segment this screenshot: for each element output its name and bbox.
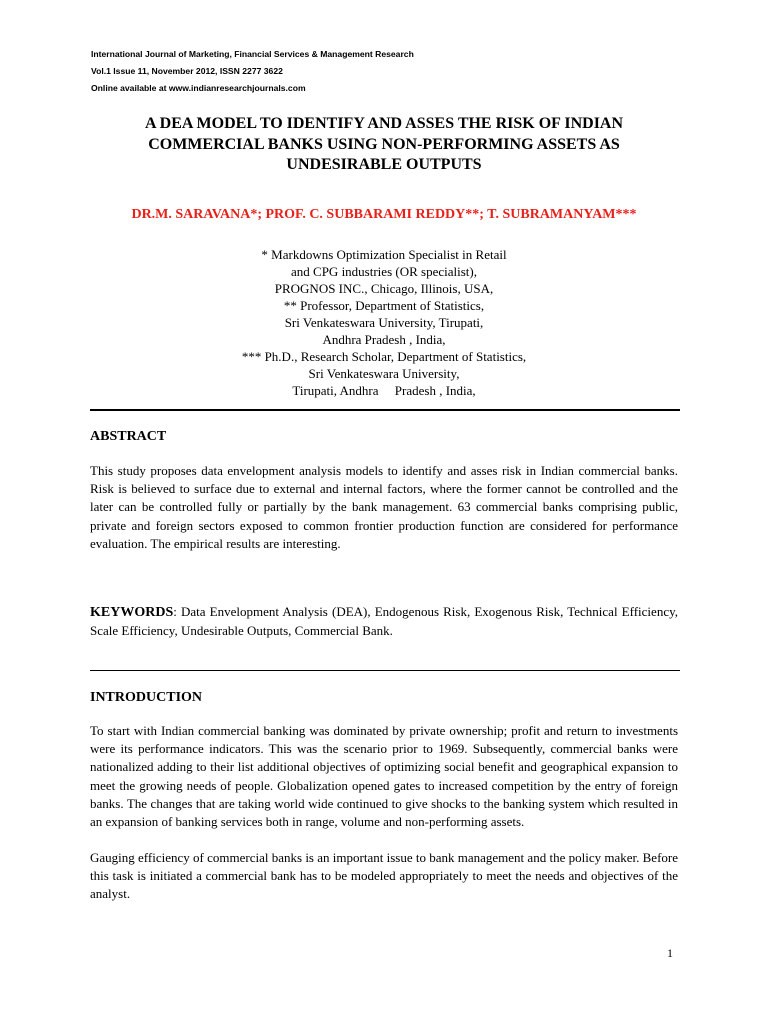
affiliation-line: *** Ph.D., Research Scholar, Department of Statistics, <box>241 349 527 364</box>
affiliation-line: and CPG industries (OR specialist), <box>291 264 477 279</box>
abstract-text: This study proposes data envelopment analysis models to identify and asses risk in Indian commercial banks. Risk is believed to surface due to external and internal factors, where the former cannot be controlled and the later can be controlled fully or partially by the bank management. 63 commercial banks comprising public, private and foreign sectors exposed to common frontier production function are considered for performance evaluation. The empirical results are interesting. <box>90 463 678 551</box>
keywords-paragraph <box>90 603 678 640</box>
section-divider-thin <box>90 670 680 671</box>
introduction-paragraph-2: Gauging efficiency of commercial banks is an important issue to bank management and the policy maker. Before this task is initiated a commercial bank has to be modeled appropriately to meet the needs and objectives of the analyst. <box>90 850 678 902</box>
affiliation-line: Sri Venkateswara University, <box>308 366 460 381</box>
introduction-paragraph-1: To start with Indian commercial banking was dominated by private ownership; profit and return to investments were its performance indicators. This was the scenario prior to 1969. Subsequently, commercial banks were nationalized adding to their list additional objectives of optimizing social benefit and geographical expansion to meet the growing needs of people. Globalization opened gates to increased competition by the entry of foreign banks. The changes that are taking world wide continued to give shocks to the banking system which resulted in an expansion of banking services both in range, volume and non-performing assets. <box>90 723 678 830</box>
affiliation-line: PROGNOS INC., Chicago, Illinois, USA, <box>274 281 494 296</box>
affiliation-line: Tirupati, Andhra Pradesh , India, <box>292 383 476 398</box>
affiliation-line: * Markdowns Optimization Specialist in Retail <box>261 247 507 262</box>
journal-header <box>91 46 414 97</box>
abstract-heading: ABSTRACT <box>90 429 167 444</box>
title-line: A DEA MODEL TO IDENTIFY AND ASSES THE RISK OF INDIAN <box>144 115 624 132</box>
affiliation-line: Andhra Pradesh , India, <box>322 332 446 347</box>
section-divider-thick <box>90 409 680 411</box>
affiliation-line: ** Professor, Department of Statistics, <box>283 298 485 313</box>
page-number: 1 <box>667 946 673 960</box>
introduction-heading: INTRODUCTION <box>90 690 203 705</box>
journal-volume: Vol.1 Issue 11, November 2012, ISSN 2277 3622 <box>91 66 283 76</box>
journal-online: Online available at www.indianresearchjournals.com <box>91 83 306 93</box>
title-line: COMMERCIAL BANKS USING NON-PERFORMING ASSETS AS <box>148 135 620 153</box>
keywords-label: KEYWORDS <box>90 605 174 620</box>
affiliation-line: Sri Venkateswara University, Tirupati, <box>284 315 484 330</box>
author-list: DR.M. SARAVANA*; PROF. C. SUBBARAMI REDDY**; T. SUBRAMANYAM*** <box>131 207 637 222</box>
journal-name: International Journal of Marketing, Financial Services & Management Research <box>91 49 414 59</box>
affiliations <box>90 246 678 399</box>
keywords-text: : Data Envelopment Analysis (DEA), Endogenous Risk, Exogenous Risk, Technical Efficiency, Scale Efficiency, Undesirable Outputs, Commercial Bank. <box>90 604 678 639</box>
paper-title <box>90 114 678 176</box>
title-line: UNDESIRABLE OUTPUTS <box>286 156 482 173</box>
